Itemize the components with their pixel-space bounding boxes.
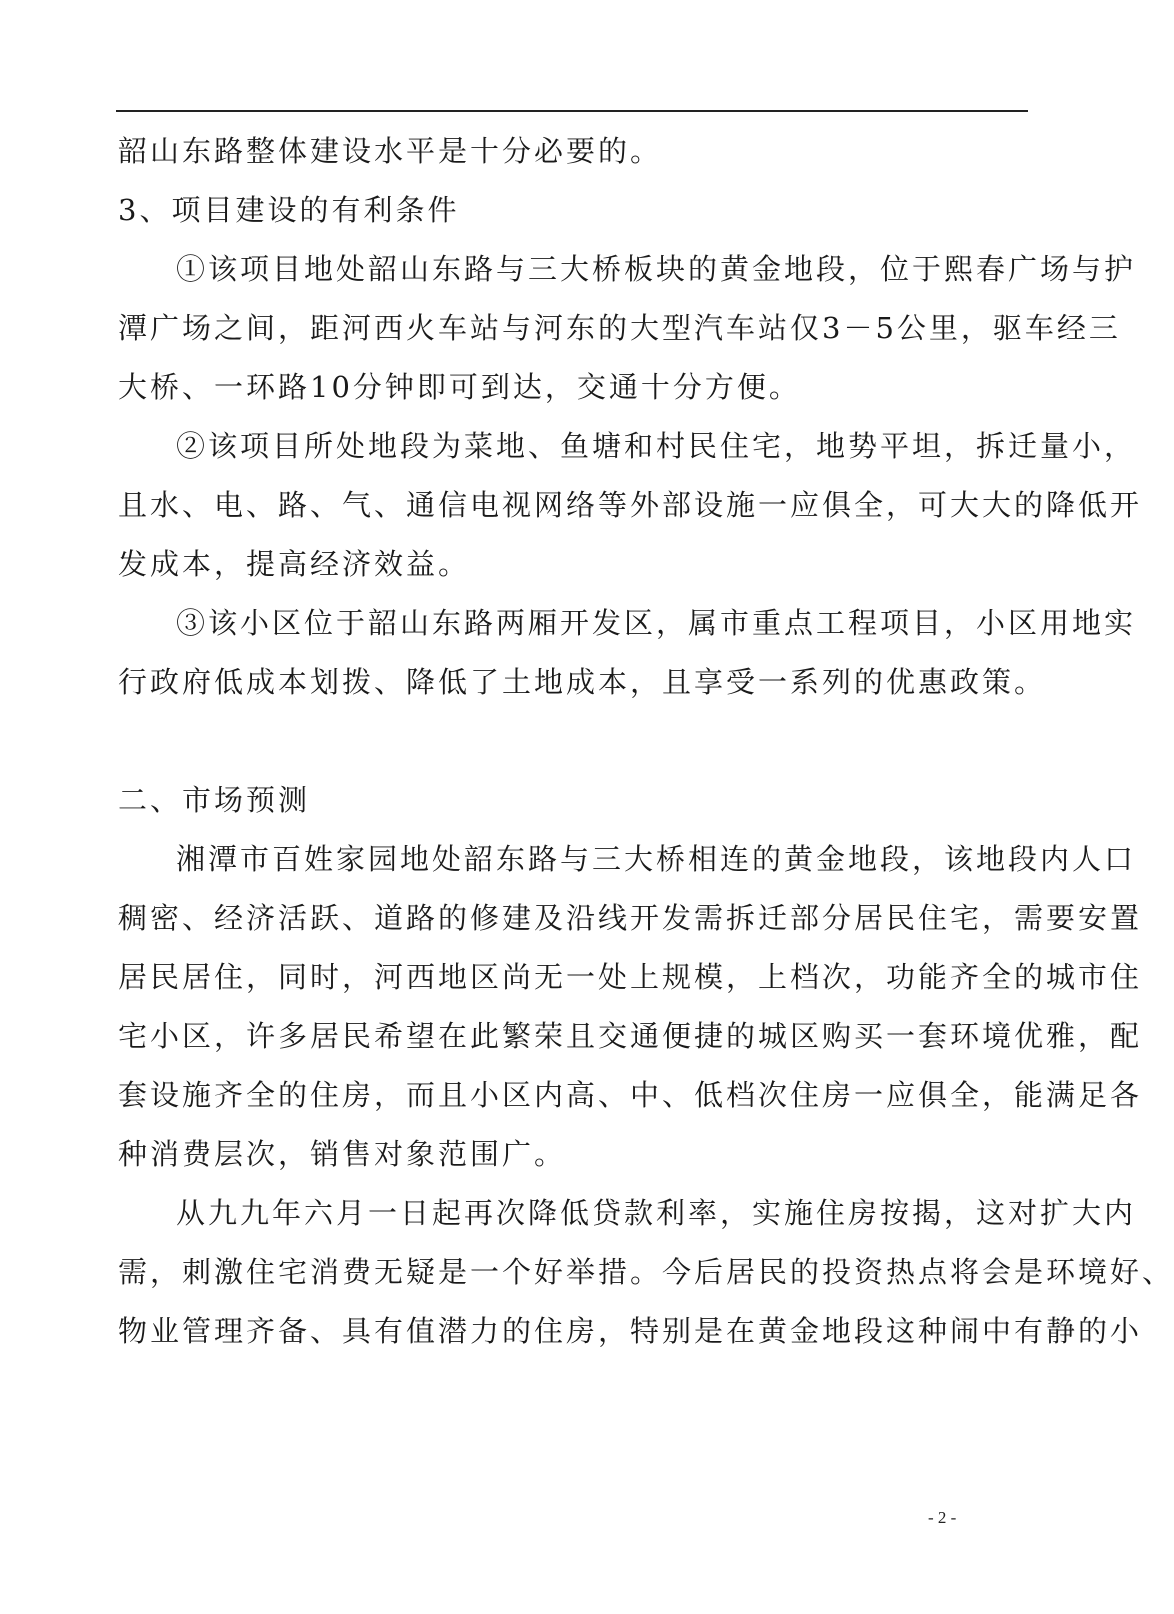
header-rule: [116, 110, 1028, 112]
section-heading: 3、项目建设的有利条件: [118, 193, 460, 227]
text-line: 稠密、经济活跃、道路的修建及沿线开发需拆迁部分居民住宅，需要安置: [118, 901, 1143, 935]
document-body: [118, 122, 1174, 1361]
text-line: 韶山东路整体建设水平是十分必要的。: [118, 134, 663, 168]
text-line: 种消费层次，销售对象范围广。: [118, 1137, 567, 1171]
text-line: ③该小区位于韶山东路两厢开发区，属市重点工程项目，小区用地实: [176, 606, 1137, 640]
text-line: 潭广场之间，距河西火车站与河东的大型汽车站仅3－5公里，驱车经三: [118, 311, 1121, 345]
section-heading: 二、市场预测: [118, 783, 311, 817]
text-line: 且水、电、路、气、通信电视网络等外部设施一应俱全，可大大的降低开: [118, 488, 1143, 522]
text-line: 从九九年六月一日起再次降低贷款利率，实施住房按揭，这对扩大内: [176, 1196, 1137, 1230]
text-line: 物业管理齐备、具有值潜力的住房，特别是在黄金地段这种闹中有静的小: [118, 1314, 1143, 1348]
text-line: 大桥、一环路10分钟即可到达，交通十分方便。: [118, 370, 801, 404]
text-line: ②该项目所处地段为菜地、鱼塘和村民住宅，地势平坦，拆迁量小，: [176, 429, 1137, 463]
text-line: 湘潭市百姓家园地处韶东路与三大桥相连的黄金地段，该地段内人口: [176, 842, 1137, 876]
text-line: 行政府低成本划拨、降低了土地成本，且享受一系列的优惠政策。: [118, 665, 1047, 699]
text-line: 发成本，提高经济效益。: [118, 547, 471, 581]
text-line: 需，刺激住宅消费无疑是一个好举措。今后居民的投资热点将会是环境好、: [118, 1255, 1174, 1289]
text-line: 套设施齐全的住房，而且小区内高、中、低档次住房一应俱全，能满足各: [118, 1078, 1143, 1112]
blank-line: [118, 712, 1030, 771]
text-line: 居民居住，同时，河西地区尚无一处上规模，上档次，功能齐全的城市住: [118, 960, 1143, 994]
page-number: - 2 -: [928, 1508, 957, 1527]
text-line: 宅小区，许多居民希望在此繁荣且交通便捷的城区购买一套环境优雅，配: [118, 1019, 1143, 1053]
text-line: ①该项目地处韶山东路与三大桥板块的黄金地段，位于熙春广场与护: [176, 252, 1137, 286]
